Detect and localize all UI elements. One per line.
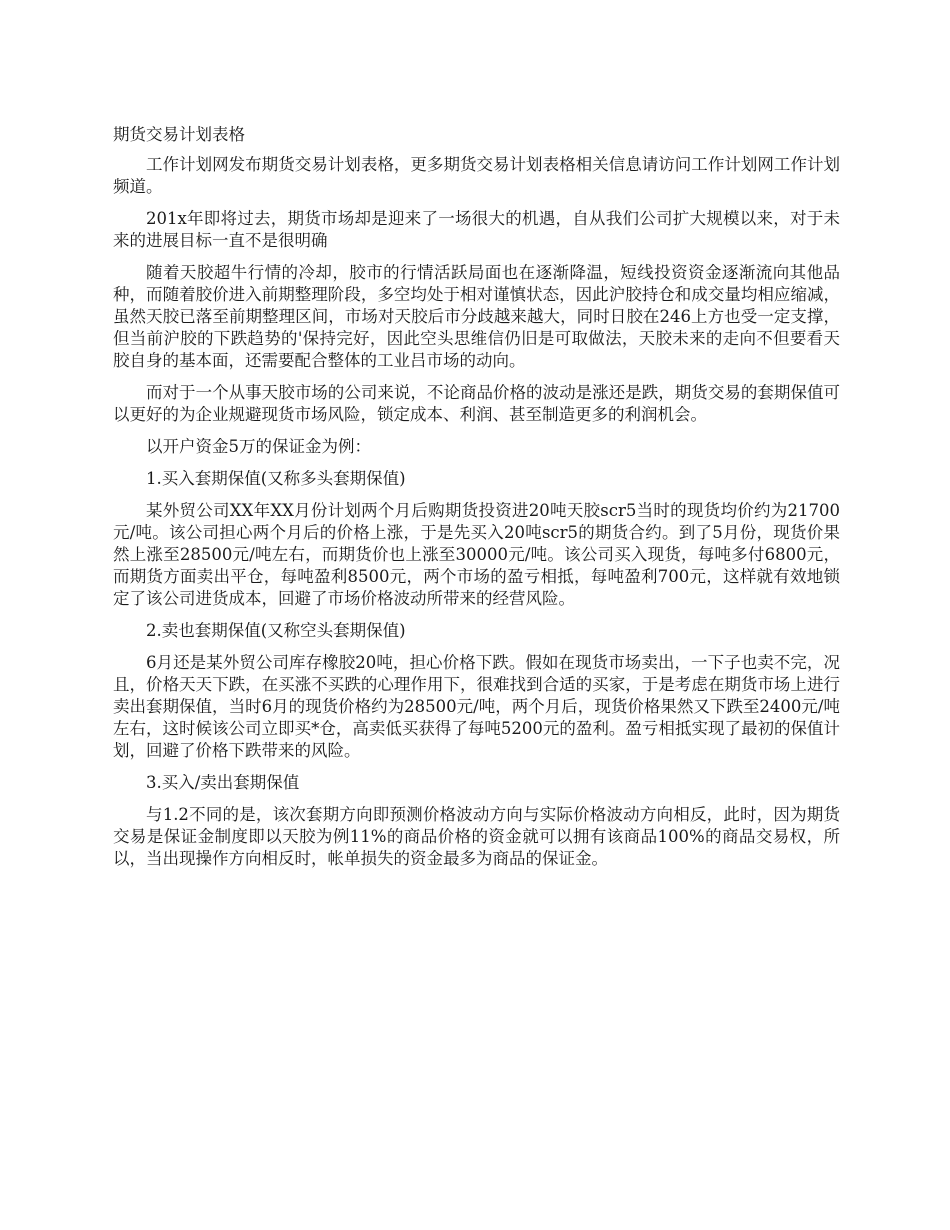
document-page (113, 124, 840, 880)
paragraph-buy-sell-hedge-example: 与1.2不同的是，该次套期方向即预测价格波动方向与实际价格波动方向相反，此时，因为期货交易是保证金制度即以天胶为例11%的商品价格的资金就可以拥有该商品100%的商品交易权，所以，当出现操作方向相反时，帐单损失的资金最多为商品的保证金。 (113, 805, 840, 868)
paragraph-opportunity: 201x年即将过去，期货市场却是迎来了一场很大的机遇，自从我们公司扩大规模以来，对于未来的进展目标一直不是很明确 (113, 209, 840, 250)
section-heading-buy-sell-hedge: 3.买入/卖出套期保值 (146, 773, 300, 792)
paragraph-example-intro: 以开户资金5万的保证金为例： (146, 437, 371, 456)
paragraph-hedging-value: 而对于一个从事天胶市场的公司来说，不论商品价格的波动是涨还是跌，期货交易的套期保值可以更好的为企业规避现货市场风险，锁定成本、利润、甚至制造更多的利润机会。 (113, 383, 840, 424)
paragraph-buy-hedge-example: 某外贸公司XX年XX月份计划两个月后购期货投资进20吨天胶scr5当时的现货均价约为21700元/吨。该公司担心两个月后的价格上涨，于是先买入20吨scr5的期货合约。到了5月份，现货价果然上涨至28500元/吨左右，而期货价也上涨至30000元/吨。该公司买入现货，每吨多付6800元，而期货方面卖出平仓，每吨盈利8500元，两个市场的盈亏相抵，每吨盈利700元，这样就有效地锁定了该公司进货成本，回避了市场价格波动所带来的经营风险。 (113, 501, 840, 608)
section-heading-buy-hedge: 1.买入套期保值(又称多头套期保值) (146, 469, 406, 488)
paragraph-market-analysis: 随着天胶超牛行情的冷却，胶市的行情活跃局面也在逐渐降温，短线投资资金逐渐流向其他品种，而随着胶价进入前期整理阶段，多空均处于相对谨慎状态，因此沪胶持仓和成交量均相应缩减，虽然天胶已落至前期整理区间，市场对天胶后市分歧越来越大，同时日胶在246上方也受一定支撑，但当前沪胶的下跌趋势的'保持完好，因此空头思维信仍旧是可取做法，天胶未来的走向不但要看天胶自身的基本面，还需要配合整体的工业吕市场的动向。 (113, 263, 840, 370)
document-title: 期货交易计划表格 (113, 125, 245, 144)
section-heading-sell-hedge: 2.卖也套期保值(又称空头套期保值) (146, 621, 406, 640)
paragraph-intro: 工作计划网发布期货交易计划表格，更多期货交易计划表格相关信息请访问工作计划网工作计划频道。 (113, 155, 840, 196)
paragraph-sell-hedge-example: 6月还是某外贸公司库存橡胶20吨，担心价格下跌。假如在现货市场卖出，一下子也卖不完，况且，价格天天下跌，在买涨不买跌的心理作用下，很难找到合适的买家，于是考虑在期货市场上进行卖出套期保值，当时6月的现货价格约为28500元/吨，两个月后，现货价格果然又下跌至2400元/吨左右，这时候该公司立即买*仓，高卖低买获得了每吨5200元的盈利。盈亏相抵实现了最初的保值计划，回避了价格下跌带来的风险。 (113, 653, 840, 760)
